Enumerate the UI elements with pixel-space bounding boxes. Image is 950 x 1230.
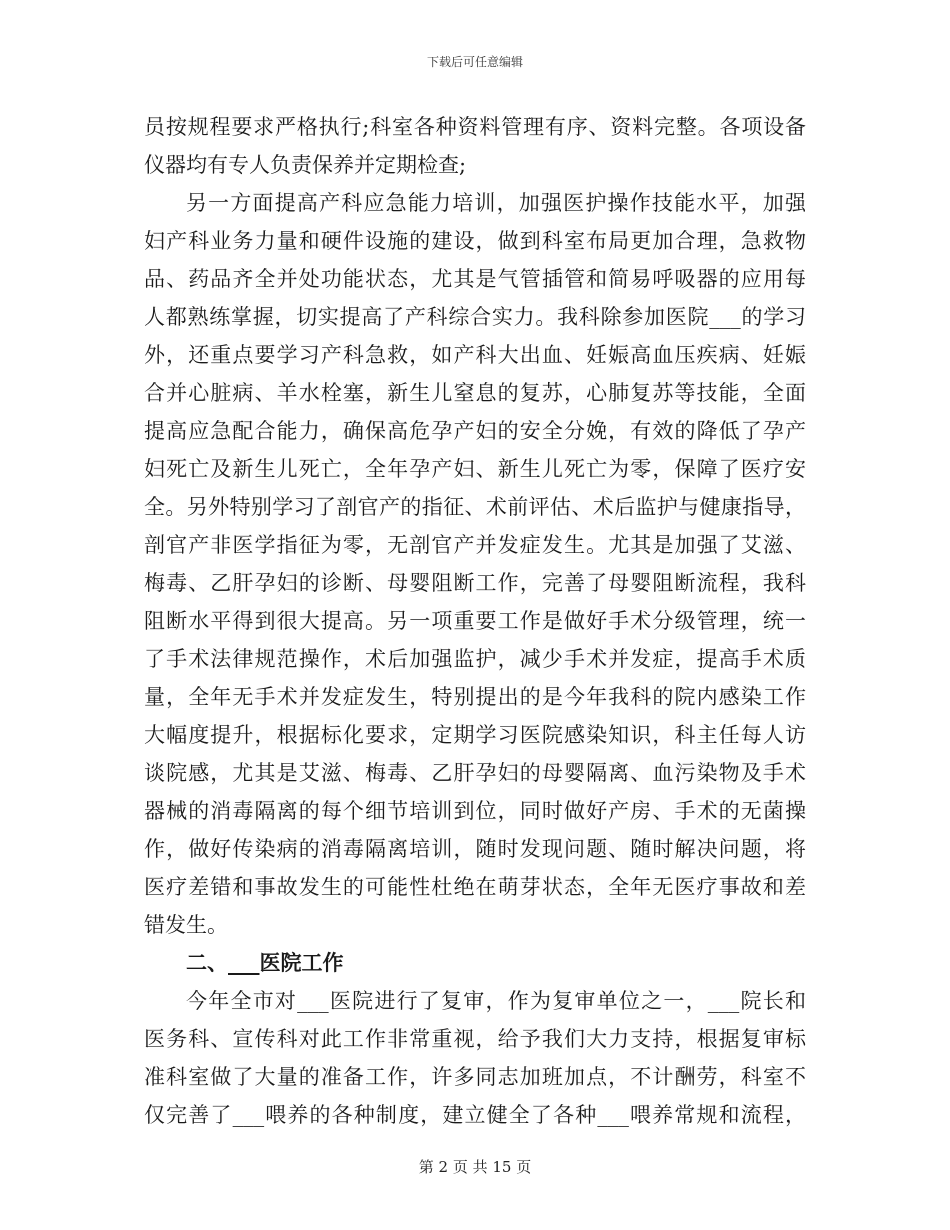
section-heading: 二、___医院工作 [186, 950, 344, 975]
text-line: 医务科、宣传科对此工作非常重视，给予我们大力支持，根据复审标 [144, 1027, 806, 1051]
text-line: 人都熟练掌握，切实提高了产科综合实力。我科除参加医院___的学习 [144, 305, 806, 329]
text-line: 剖官产非医学指征为零，无剖官产并发症发生。尤其是加强了艾滋、 [144, 533, 806, 557]
text-line: 提高应急配合能力，确保高危孕产妇的安全分娩，有效的降低了孕产 [144, 419, 806, 443]
text-line: 全。另外特别学习了剖官产的指征、术前评估、术后监护与健康指导， [144, 495, 806, 519]
text-line: 作，做好传染病的消毒隔离培训，随时发现问题、随时解决问题，将 [144, 837, 806, 861]
text-line: 仅完善了___喂养的各种制度，建立健全了各种___喂养常规和流程， [144, 1103, 806, 1127]
text-line: 员按规程要求严格执行;科室各种资料管理有序、资料完整。各项设备 [144, 115, 806, 139]
document-body [144, 108, 806, 1134]
text-line: 妇死亡及新生儿死亡，全年孕产妇、新生儿死亡为零，保障了医疗安 [144, 457, 806, 481]
text-line: 错发生。 [144, 913, 228, 937]
text-line: 合并心脏病、羊水栓塞，新生儿窒息的复苏，心肺复苏等技能，全面 [144, 381, 806, 405]
text-line: 妇产科业务力量和硬件设施的建设，做到科室布局更加合理，急救物 [144, 229, 806, 253]
text-line: 今年全市对___医院进行了复审，作为复审单位之一，___院长和 [186, 989, 806, 1013]
text-line: 品、药品齐全并处功能状态，尤其是气管插管和简易呼吸器的应用每 [144, 267, 806, 291]
text-line: 了手术法律规范操作，术后加强监护，减少手术并发症，提高手术质 [144, 647, 806, 671]
page-header: 下载后可任意编辑 [426, 55, 523, 69]
text-line: 梅毒、乙肝孕妇的诊断、母婴阻断工作，完善了母婴阻断流程，我科 [144, 571, 806, 595]
text-line: 器械的消毒隔离的每个细节培训到位，同时做好产房、手术的无菌操 [144, 799, 806, 823]
text-line: 另一方面提高产科应急能力培训，加强医护操作技能水平，加强 [186, 191, 806, 215]
text-line: 大幅度提升，根据标化要求，定期学习医院感染知识，科主任每人访 [144, 723, 806, 747]
text-line: 阻断水平得到很大提高。另一项重要工作是做好手术分级管理，统一 [144, 609, 806, 633]
text-line: 仪器均有专人负责保养并定期检查; [144, 153, 467, 177]
text-line: 医疗差错和事故发生的可能性杜绝在萌芽状态，全年无医疗事故和差 [144, 875, 806, 899]
text-line: 外，还重点要学习产科急救，如产科大出血、妊娠高血压疾病、妊娠 [144, 343, 806, 367]
text-line: 准科室做了大量的准备工作，许多同志加班加点，不计酬劳，科室不 [144, 1065, 806, 1089]
page-number: 第 2 页 共 15 页 [418, 1158, 532, 1176]
text-line: 量，全年无手术并发症发生，特别提出的是今年我科的院内感染工作 [144, 685, 806, 709]
text-line: 谈院感，尤其是艾滋、梅毒、乙肝孕妇的母婴隔离、血污染物及手术 [144, 761, 806, 785]
